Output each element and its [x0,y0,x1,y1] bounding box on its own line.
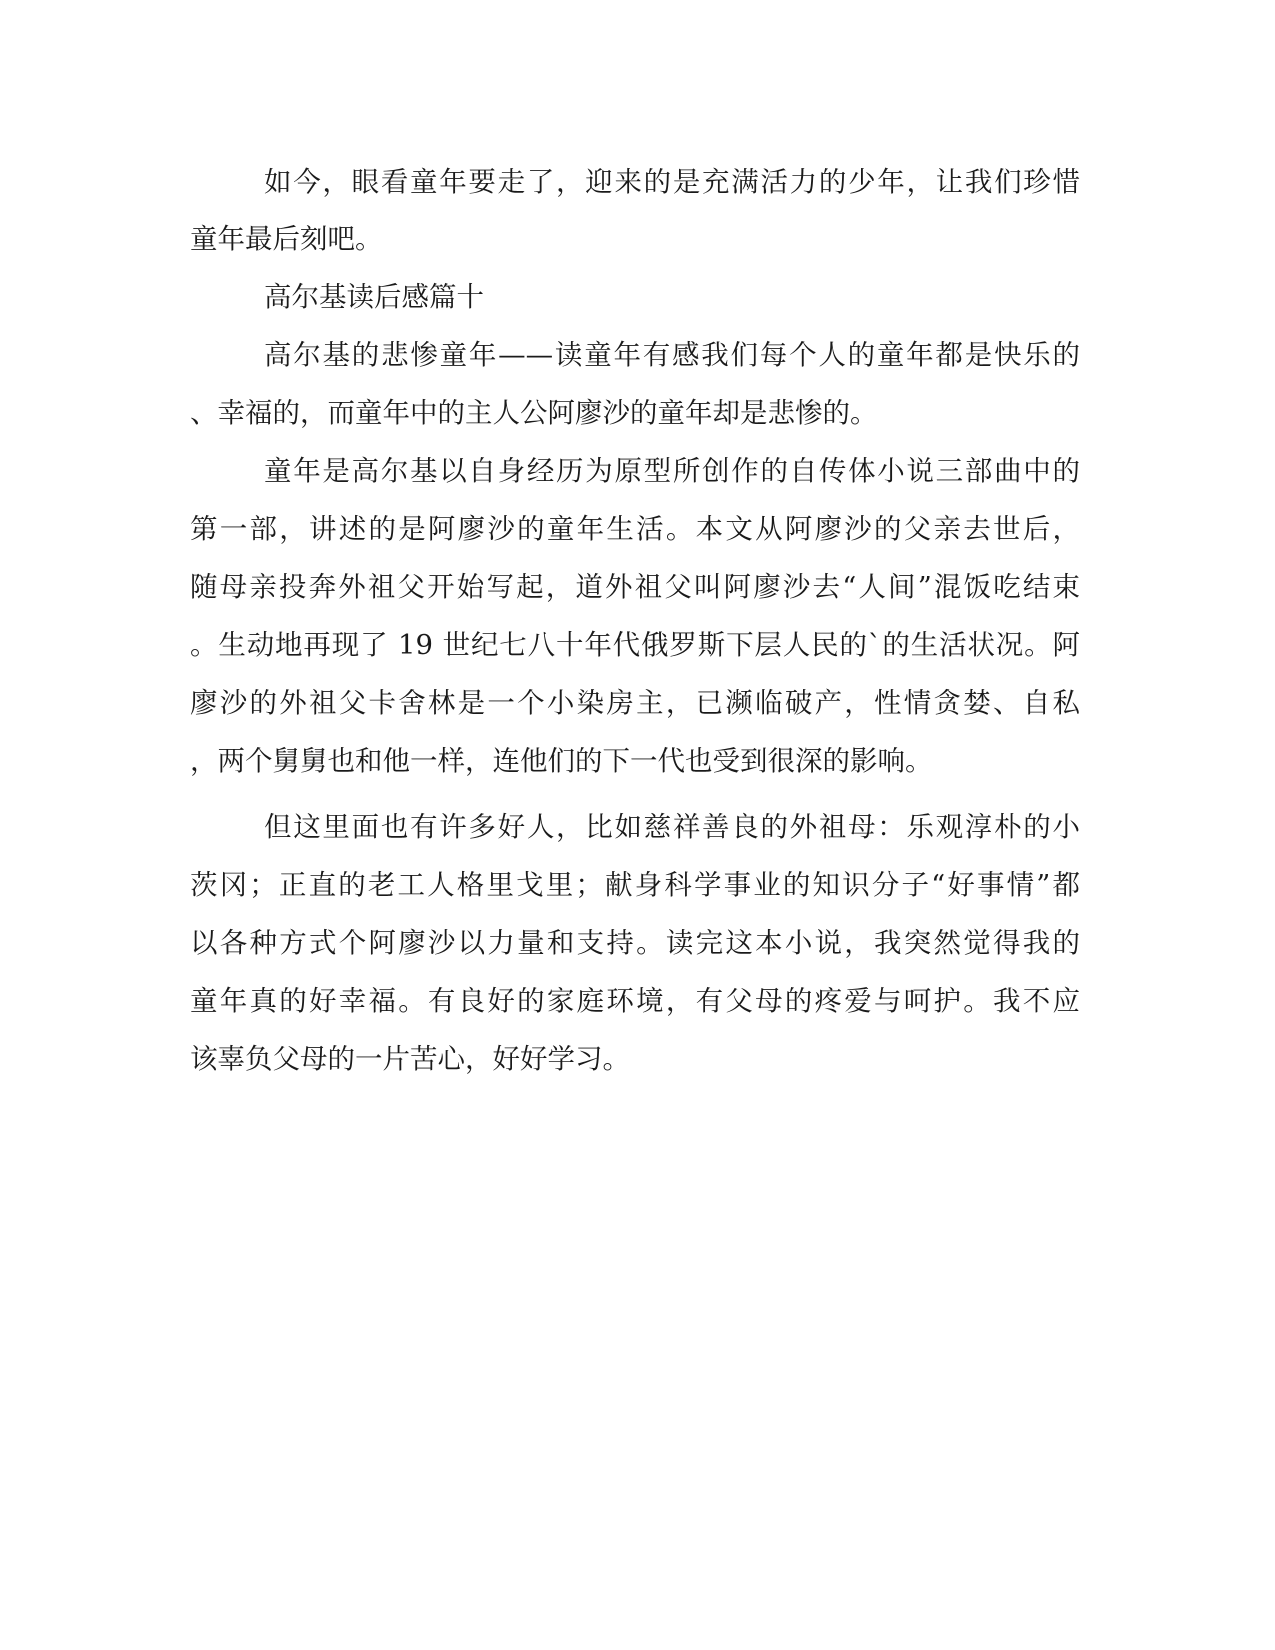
paragraph-4-line-1: 童年是高尔基以自身经历为原型所创作的自传体小说三部曲中的 [264,455,1080,487]
paragraph-4-line-2: 第一部，讲述的是阿廖沙的童年生活。本文从阿廖沙的父亲去世后， [190,513,1080,545]
paragraph-4-line-4: 。生动地再现了 19 世纪七八十年代俄罗斯下层人民的`的生活状况。阿 [190,629,1080,661]
paragraph-3-line-2: 、幸福的，而童年中的主人公阿廖沙的童年却是悲惨的。 [190,397,878,429]
paragraph-5-line-2: 茨冈；正直的老工人格里戈里；献身科学事业的知识分子“好事情”都 [190,869,1080,901]
paragraph-4-line-5: 廖沙的外祖父卡舍林是一个小染房主，已濒临破产，性情贪婪、自私 [190,687,1080,719]
paragraph-1-line-1: 如今，眼看童年要走了，迎来的是充满活力的少年，让我们珍惜 [264,166,1080,198]
paragraph-5-line-1: 但这里面也有许多好人，比如慈祥善良的外祖母：乐观淳朴的小 [264,811,1080,843]
paragraph-4-line-3: 随母亲投奔外祖父开始写起，道外祖父叫阿廖沙去“人间”混饭吃结束 [190,571,1080,603]
paragraph-5-line-5: 该辜负父母的一片苦心，好好学习。 [190,1043,630,1075]
paragraph-4-line-6: ，两个舅舅也和他一样，连他们的下一代也受到很深的影响。 [190,745,933,777]
paragraph-3-line-1: 高尔基的悲惨童年——读童年有感我们每个人的童年都是快乐的 [264,339,1080,371]
paragraph-5-line-3: 以各种方式个阿廖沙以力量和支持。读完这本小说，我突然觉得我的 [190,927,1080,959]
section-heading: 高尔基读后感篇十 [264,281,484,313]
paragraph-1-line-2: 童年最后刻吧。 [190,223,383,255]
paragraph-5-line-4: 童年真的好幸福。有良好的家庭环境，有父母的疼爱与呵护。我不应 [190,985,1080,1017]
